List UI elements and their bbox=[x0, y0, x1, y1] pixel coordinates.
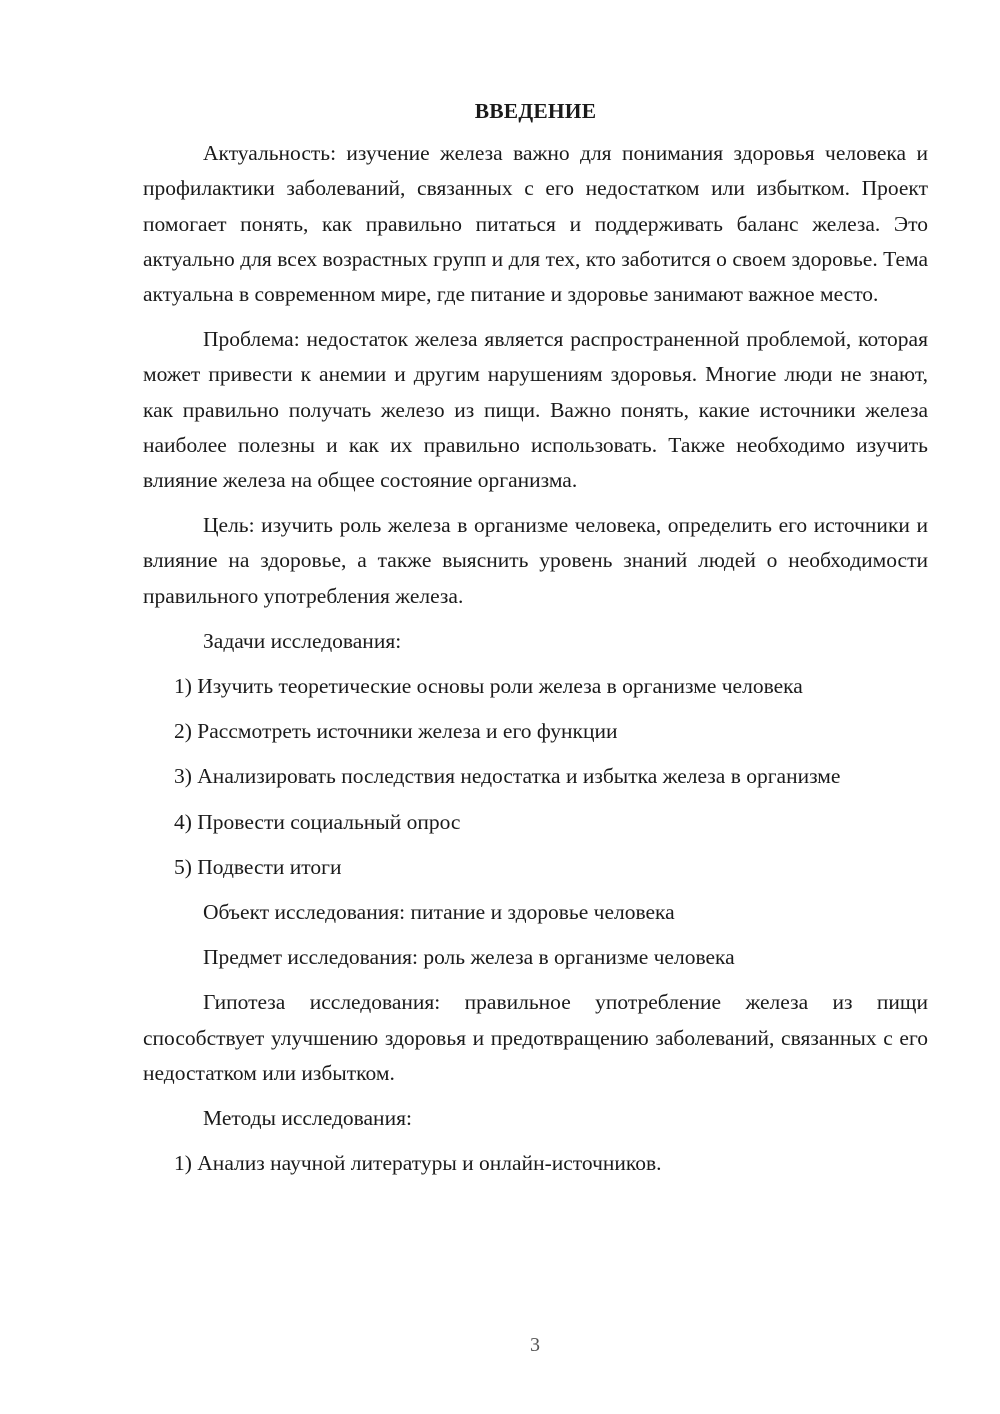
paragraph-object: Объект исследования: питание и здоровье человека bbox=[203, 900, 675, 925]
paragraph-hypothesis: Гипотеза исследования: правильное употребление железа из пищи способствует улучшению здоровья и предотвращению заболеваний, связанных с его недостатком или избытком. bbox=[143, 990, 928, 1085]
paragraph-problem: Проблема: недостаток железа является распространенной проблемой, которая может привести к анемии и другим нарушениям здоровья. Многие люди не знают, как правильно получать железо из пищи. Важно понять, какие источники железа наиболее полезны и как их правильно использовать. Также необходимо изучить влияние железа на общее состояние организма. bbox=[143, 327, 928, 493]
list-item-task-1: 1) Изучить теоретические основы роли железа в организме человека bbox=[174, 674, 803, 699]
paragraph-methods-heading: Методы исследования: bbox=[203, 1106, 412, 1131]
list-item-method-1: 1) Анализ научной литературы и онлайн-источников. bbox=[174, 1151, 662, 1176]
paragraph-subject: Предмет исследования: роль железа в организме человека bbox=[203, 945, 735, 970]
list-item-task-2: 2) Рассмотреть источники железа и его функции bbox=[174, 719, 618, 744]
document-page bbox=[143, 94, 928, 1191]
paragraph-relevance: Актуальность: изучение железа важно для понимания здоровья человека и профилактики заболеваний, связанных с его недостатком или избытком. Проект помогает понять, как правильно питаться и поддерживать баланс железа. Это актуально для всех возрастных групп и для тех, кто заботится о своем здоровье. Тема актуальна в современном мире, где питание и здоровье занимают важное место. bbox=[143, 141, 928, 307]
paragraph-goal: Цель: изучить роль железа в организме человека, определить его источники и влияние на здоровье, а также выяснить уровень знаний людей о необходимости правильного употребления железа. bbox=[143, 513, 928, 608]
list-item-task-3: 3) Анализировать последствия недостатка и избытка железа в организме bbox=[174, 764, 841, 789]
list-item-task-5: 5) Подвести итоги bbox=[174, 854, 342, 879]
list-item-task-4: 4) Провести социальный опрос bbox=[174, 809, 461, 834]
paragraph-tasks-heading: Задачи исследования: bbox=[203, 628, 402, 653]
page-number: 3 bbox=[530, 1334, 540, 1356]
page-title: ВВЕДЕНИЕ bbox=[474, 99, 597, 123]
